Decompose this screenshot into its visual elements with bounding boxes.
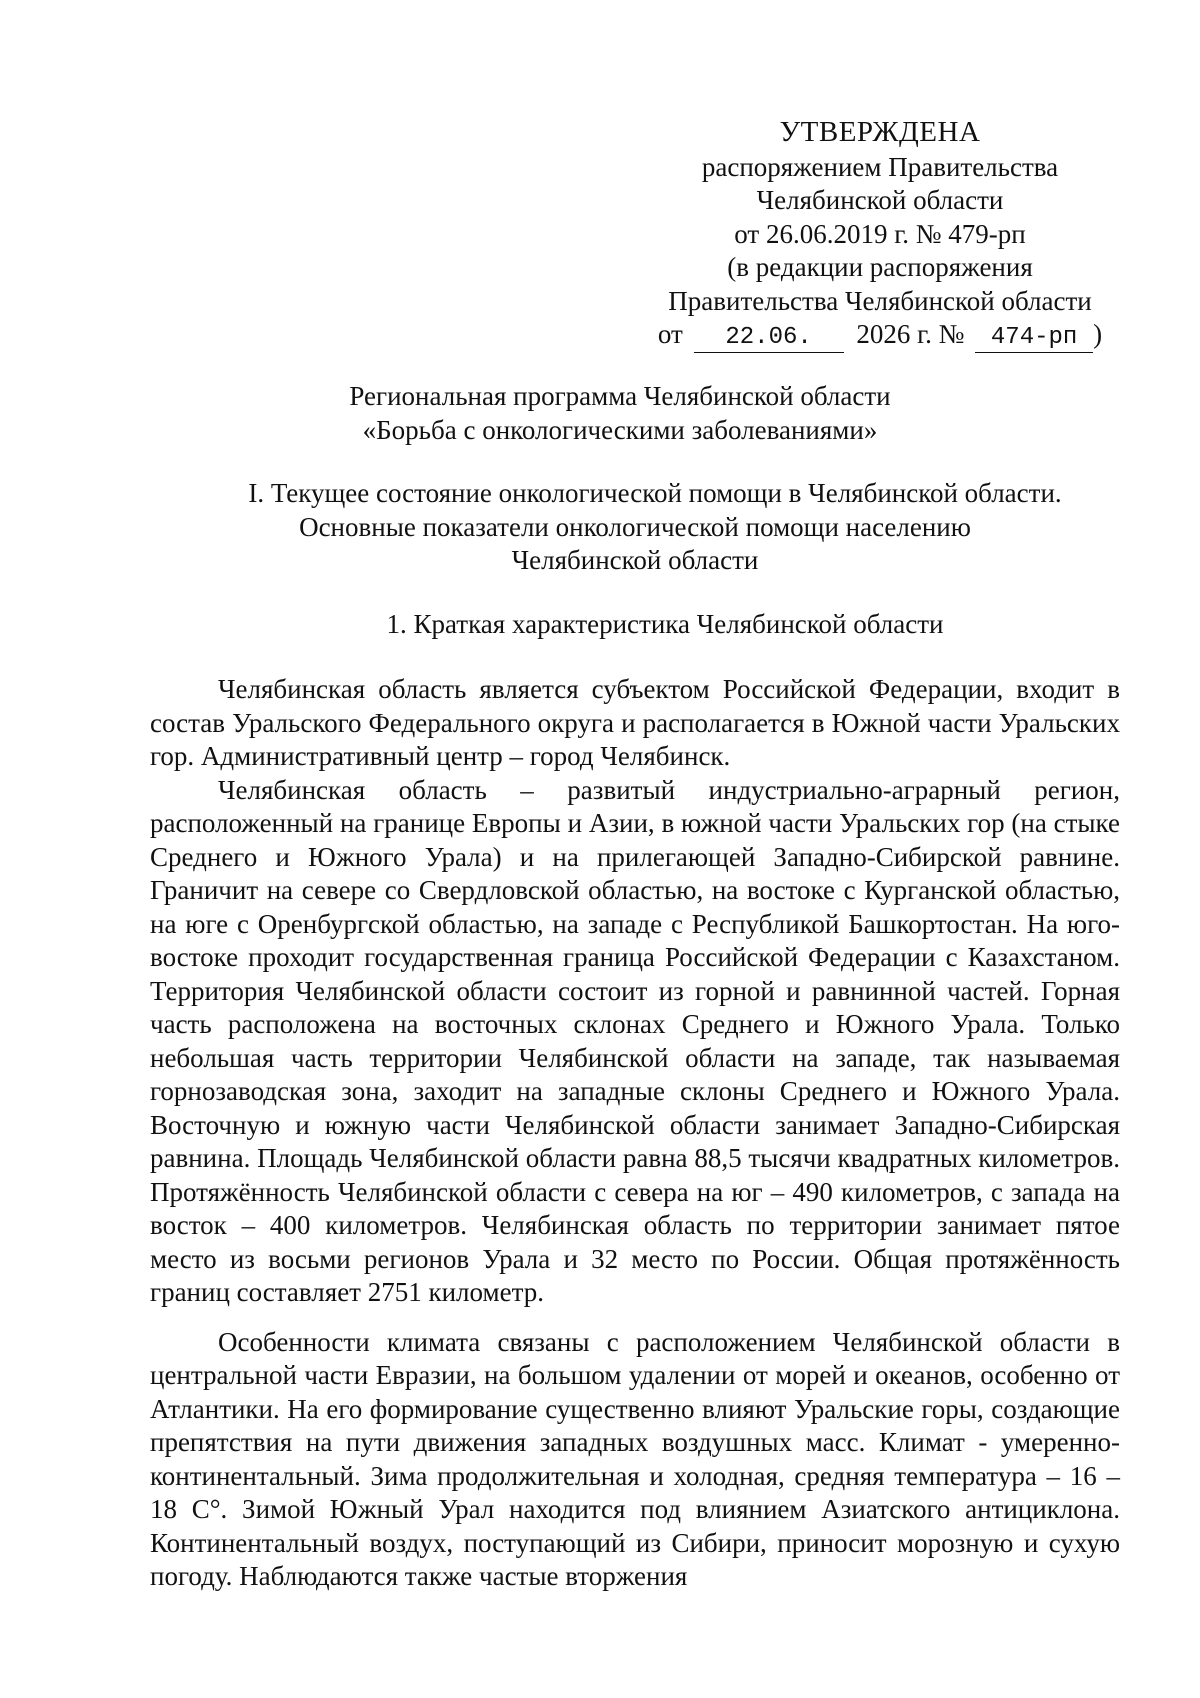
close-paren: ) — [1093, 319, 1103, 349]
body-text — [150, 673, 1120, 1594]
approval-line: Правительства Челябинской области — [668, 285, 1092, 316]
approval-block — [630, 116, 1130, 353]
program-title-line: «Борьба с онкологическими заболеваниями» — [362, 414, 878, 445]
approval-title: УТВЕРЖДЕНА — [779, 116, 981, 148]
number-fill: 474-рп — [975, 324, 1093, 353]
program-title — [220, 380, 1020, 447]
paragraph: Челябинская область – развитый индустриально-аграрный регион, расположенный на границе Европы и Азии, в южной части Уральских гор (на стыке Среднего и Южного Урала) и на прилегающей Западно-Сибирской равнине. Граничит на севере со Свердловской областью, на востоке с Курганской областью, на юге с Оренбургской областью, на западе с Республикой Башкортостан. На юго-востоке проходит государственная граница Российской Федерации с Казахстаном. Территория Челябинской области состоит из горной и равнинной частей. Горная часть расположена на восточных склонах Среднего и Южного Урала. Только небольшая часть территории Челябинской области на западе, так называемая горнозаводская зона, заходит на западные склоны Среднего и Южного Урала. Восточную и южную части Челябинской области занимает Западно-Сибирская равнина. Площадь Челябинской области равна 88,5 тысячи квадратных километров. Протяжённость Челябинской области с севера на юг – 490 километров, с запада на восток – 400 километров. Челябинская область по территории занимает пятое место из восьми регионов Урала и 32 место по России. Общая протяжённость границ составляет 2751 километр. — [150, 774, 1120, 1307]
approval-line: (в редакции распоряжения — [727, 252, 1033, 282]
section-heading — [150, 477, 1120, 578]
approval-line: распоряжением Правительства — [701, 151, 1059, 182]
section-heading-line: Основные показатели онкологической помощи населению — [299, 511, 971, 542]
from-label: от — [657, 319, 683, 349]
date-fill: 22.06. — [694, 324, 844, 353]
paragraph: Челябинская область является субъектом Российской Федерации, входит в состав Уральского Федерального округа и располагается в Южной части Уральских гор. Административный центр – город Челябинск. — [150, 674, 1120, 771]
year-label: 2026 г. № — [856, 319, 965, 349]
section-heading-line: I. Текущее состояние онкологической помощи в Челябинской области. — [248, 478, 1062, 508]
approval-line: Челябинской области — [756, 185, 1004, 215]
approval-line: от 26.06.2019 г. № 479-рп — [734, 218, 1026, 249]
program-title-line: Региональная программа Челябинской области — [349, 381, 891, 411]
approval-date-line — [630, 318, 1130, 353]
subsection-heading: 1. Краткая характеристика Челябинской области — [386, 609, 944, 639]
paragraph: Особенности климата связаны с расположением Челябинской области в центральной части Евразии, на большом удалении от морей и океанов, особенно от Атлантики. На его формирование существенно влияют Уральские горы, создающие препятствия на пути движения западных воздушных масс. Климат - умеренно-континентальный. Зима продолжительная и холодная, средняя температура – 16 – 18 С°. Зимой Южный Урал находится под влиянием Азиатского антициклона. Континентальный воздух, поступающий из Сибири, приносит морозную и сухую погоду. Наблюдаются также частые вторжения — [150, 1326, 1120, 1591]
section-heading-line: Челябинской области — [511, 545, 759, 575]
